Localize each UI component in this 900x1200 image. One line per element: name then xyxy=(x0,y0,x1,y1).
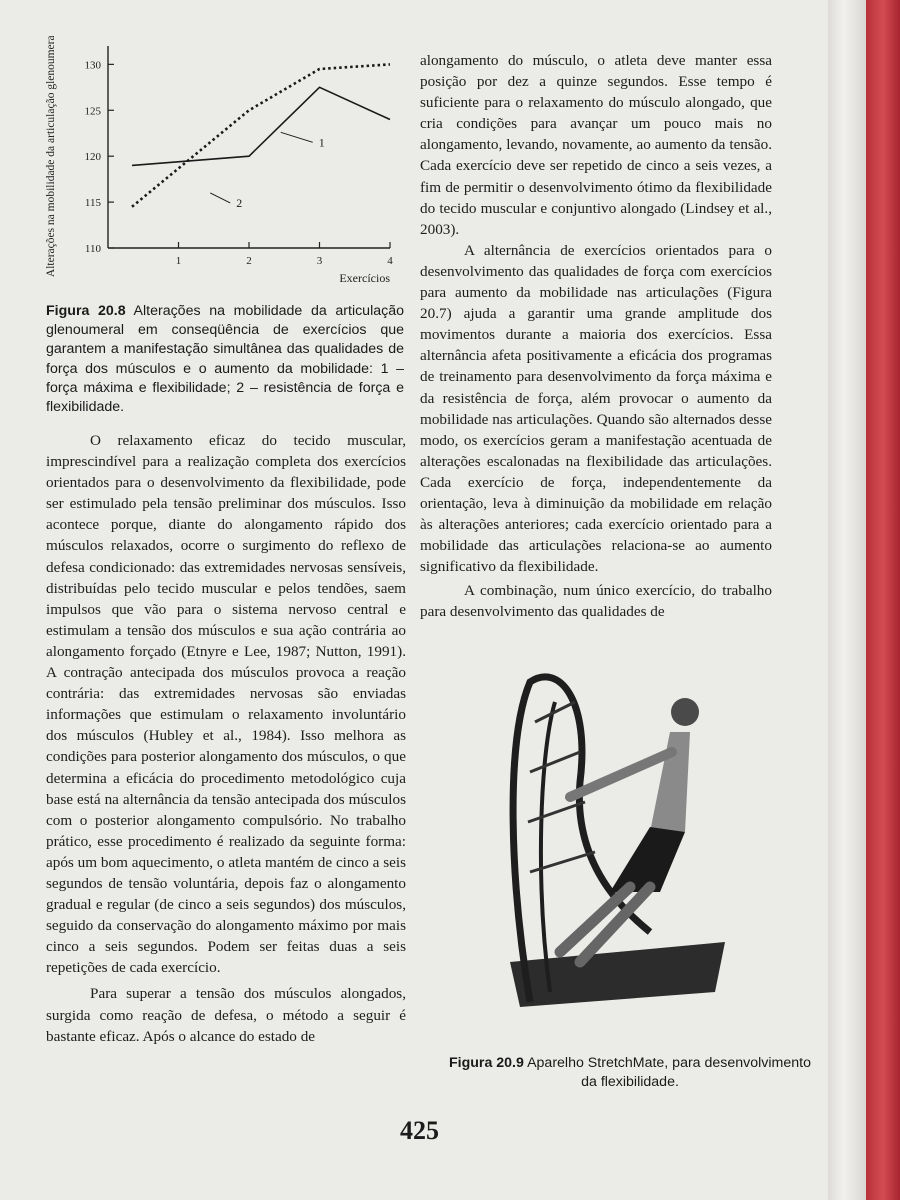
page-edge-stack xyxy=(828,0,868,1200)
book-cover-edge xyxy=(866,0,900,1200)
stretchmate-illustration xyxy=(500,662,730,1017)
figure-20-8-caption xyxy=(46,302,404,417)
athlete-head xyxy=(671,698,699,726)
x-tick-label: 2 xyxy=(246,255,252,267)
series-leader-2 xyxy=(210,193,230,203)
figure-20-8-label: Figura 20.8 xyxy=(46,303,126,319)
line-chart xyxy=(40,36,410,296)
right-paragraph-2: A alternância de exercícios orientados para o desenvolvimento das qualidades de força com exercícios para aumento da mobilidade nas articulações (Figura 20.7) ajuda a garantir uma grande amplitude dos movimentos durante a maioria dos exercícios. Essa alternância afeta positivamente a eficácia dos programas de treinamento para desenvolvimento da força máxima e da resistência de força, além provocar o aumento da mobilidade nas articulações. Quando são alternados desse modo, os exercícios geram a manifestação acentuada de alterações escalonadas na flexibilidade das articulações. Cada exercício de força, independentemente da orientação, leva à diminuição da mobilidade em relação às alterações anteriores; cada exercício orientado para a mobilidade das articulações relaciona-se ao aumento significativo da flexibilidade. xyxy=(420,241,772,576)
y-tick-label: 125 xyxy=(84,105,101,118)
frame-inner-bar xyxy=(541,702,555,992)
figure-20-8-caption-text: Alterações na mobilidade da articulação glenoumeral em conseqüência de exercícios que garantem a manifestação simultânea das qualidades de força dos músculos e o aumento da mobilidade: 1 – força máxima e flexibilidade; 2 – resistência de força e flexibilidade. xyxy=(46,303,404,416)
athlete-torso xyxy=(650,732,690,832)
series-line-2 xyxy=(132,64,390,206)
y-tick-label: 120 xyxy=(84,151,101,164)
left-paragraph-2: Para superar a tensão dos músculos alongados, surgida como reação de defesa, o método a seguir é bastante eficaz. Após o alcance do estado de xyxy=(46,985,406,1045)
page-number: 425 xyxy=(400,1116,439,1145)
figure-20-8-chart xyxy=(40,36,410,296)
x-tick-label: 3 xyxy=(316,255,323,267)
x-tick-label: 4 xyxy=(387,255,393,267)
y-tick-label: 130 xyxy=(84,59,101,72)
figure-20-9-caption-text: Aparelho StretchMate, para desenvolvimento da flexibilidade. xyxy=(527,1055,811,1091)
y-axis-title: Alterações na mobilidade da articulação glenoumeral, % xyxy=(45,36,57,278)
floor-mat xyxy=(510,942,725,1007)
x-tick-label: 1 xyxy=(175,255,182,267)
series-line-1 xyxy=(132,87,390,165)
figure-20-9-caption xyxy=(440,1054,820,1092)
right-paragraph-3: A combinação, num único exercício, do trabalho para desenvolvimento das qualidades de xyxy=(420,582,772,621)
right-paragraph-1: alongamento do músculo, o atleta deve manter essa posição por dez a quinze segundos. Esse tempo é suficiente para o relaxamento do músculo alongado, que cria condições para avançar um pouco mais no alongamento, levando, novamente, ao aumento da tensão. Cada exercício deve ser repetido de cinco a seis vezes, a fim de permitir o desenvolvimento ótimo da flexibilidade do tecido muscular e conjuntivo alongado (Lindsey et al., 2003). xyxy=(420,52,772,238)
left-paragraph-1: O relaxamento eficaz do tecido muscular, imprescindível para a realização completa dos exercícios orientados para o desenvolvimento da flexibilidade, pode ser estimulado pela tensão preliminar dos músculos. Isso acontece porque, diante do alongamento rápido dos músculos relaxados, ocorre o surgimento do reflexo de defesa condicionado: das extremidades nervosas sensíveis, distribuídas pelo tecido muscular e pelos tendões, saem impulsos que vão para o sistema nervoso central e estimulam a tensão dos músculos e sua ação contrária ao alongamento forçado (Etnyre e Lee, 1987; Nutton, 1991). A contração antecipada dos músculos provoca a reação contrária: das extremidades nervosas são enviadas informações que estimulam o relaxamento involuntário dos músculos (Hubley et al., 1984). Isso melhora as condições para posterior alongamento dos músculos, o que determina a eficácia do procedimento metodológico cuja base está na alternância da tensão antecipada dos músculos com o posterior alongamento compulsório. No trabalho prático, esse procedimento é realizado da seguinte forma: após um bom aquecimento, o atleta mantém de cinco a seis segundos de tensão voluntária, depois faz o alongamento gradual e regular (de cinco a seis segundos) dos músculos, seguido da conservação do alongamento máximo por mais cinco a seis segundos. Podem ser feitas duas a seis repetições de cada exercício. xyxy=(46,432,406,977)
right-column xyxy=(420,50,772,623)
series-label-1: 1 xyxy=(318,135,325,150)
series-leader-1 xyxy=(281,132,313,142)
x-axis-title: Exercícios xyxy=(339,271,390,285)
left-column xyxy=(46,430,406,1047)
y-tick-label: 115 xyxy=(84,197,101,210)
series-label-2: 2 xyxy=(236,195,243,210)
y-tick-label: 110 xyxy=(84,243,101,255)
figure-20-9-label: Figura 20.9 xyxy=(448,1055,524,1071)
